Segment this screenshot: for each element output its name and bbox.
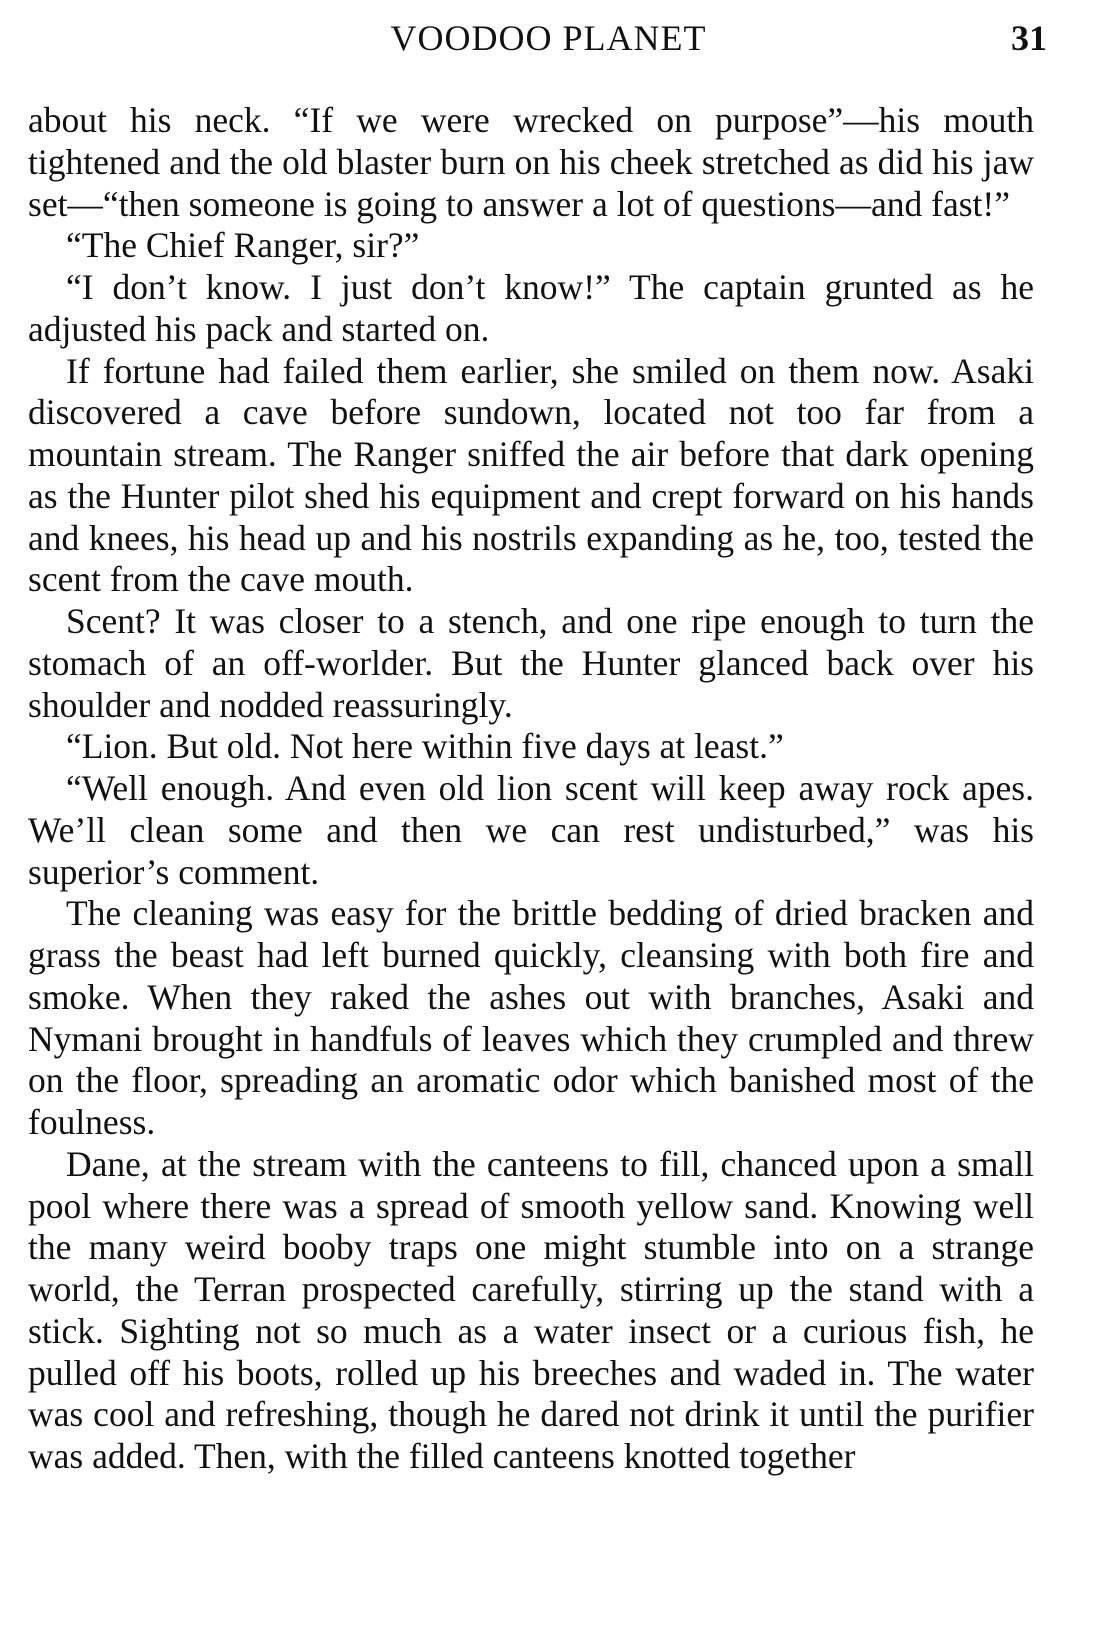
paragraph-dialogue: “Well enough. And even old lion scent will keep away rock apes. We’ll clean some and then we can rest undisturbed,” was his superior’s comment. — [28, 768, 1034, 892]
paragraph: The cleaning was easy for the brittle bedding of dried bracken and grass the beast had left burned quickly, cleansing with both fire and smoke. When they raked the ashes out with branches, Asaki and Nymani brought in handfuls of leaves which they crumpled and threw on the floor, spreading an aromatic odor which banished most of the foulness. — [28, 893, 1034, 1142]
running-head — [0, 14, 1097, 62]
paragraph-dialogue: “I don’t know. I just don’t know!” The captain grunted as he adjusted his pack and started on. — [28, 267, 1034, 349]
page-number: 31 — [1011, 18, 1047, 58]
body-text — [28, 100, 1034, 1478]
book-title: VOODOO PLANET — [390, 18, 707, 58]
paragraph-dialogue: “The Chief Ranger, sir?” — [66, 225, 420, 266]
paragraph-continuation: about his neck. “If we were wrecked on purpose”—his mouth tightened and the old blaster burn on his cheek stretched as did his jaw set—“then someone is going to answer a lot of questions—and fast!” — [28, 100, 1034, 224]
paragraph: Dane, at the stream with the canteens to fill, chanced upon a small pool where there was a spread of smooth yellow sand. Knowing well the many weird booby traps one might stumble into on a strange world, the Terran prospected carefully, stirring up the stand with a stick. Sighting not so much as a water insect or a curious fish, he pulled off his boots, rolled up his breeches and waded in. The water was cool and refreshing, though he dared not drink it until the purifier was added. Then, with the filled canteens knotted together — [28, 1143, 1034, 1476]
paragraph-dialogue: “Lion. But old. Not here within five days at least.” — [66, 726, 784, 767]
paragraph: Scent? It was closer to a stench, and one ripe enough to turn the stomach of an off-worlder. But the Hunter glanced back over his shoulder and nodded reassuringly. — [28, 601, 1034, 725]
paragraph: If fortune had failed them earlier, she smiled on them now. Asaki discovered a cave before sundown, located not too far from a mountain stream. The Ranger sniffed the air before that dark opening as the Hunter pilot shed his equipment and crept forward on his hands and knees, his head up and his nostrils expanding as he, too, tested the scent from the cave mouth. — [28, 350, 1034, 600]
